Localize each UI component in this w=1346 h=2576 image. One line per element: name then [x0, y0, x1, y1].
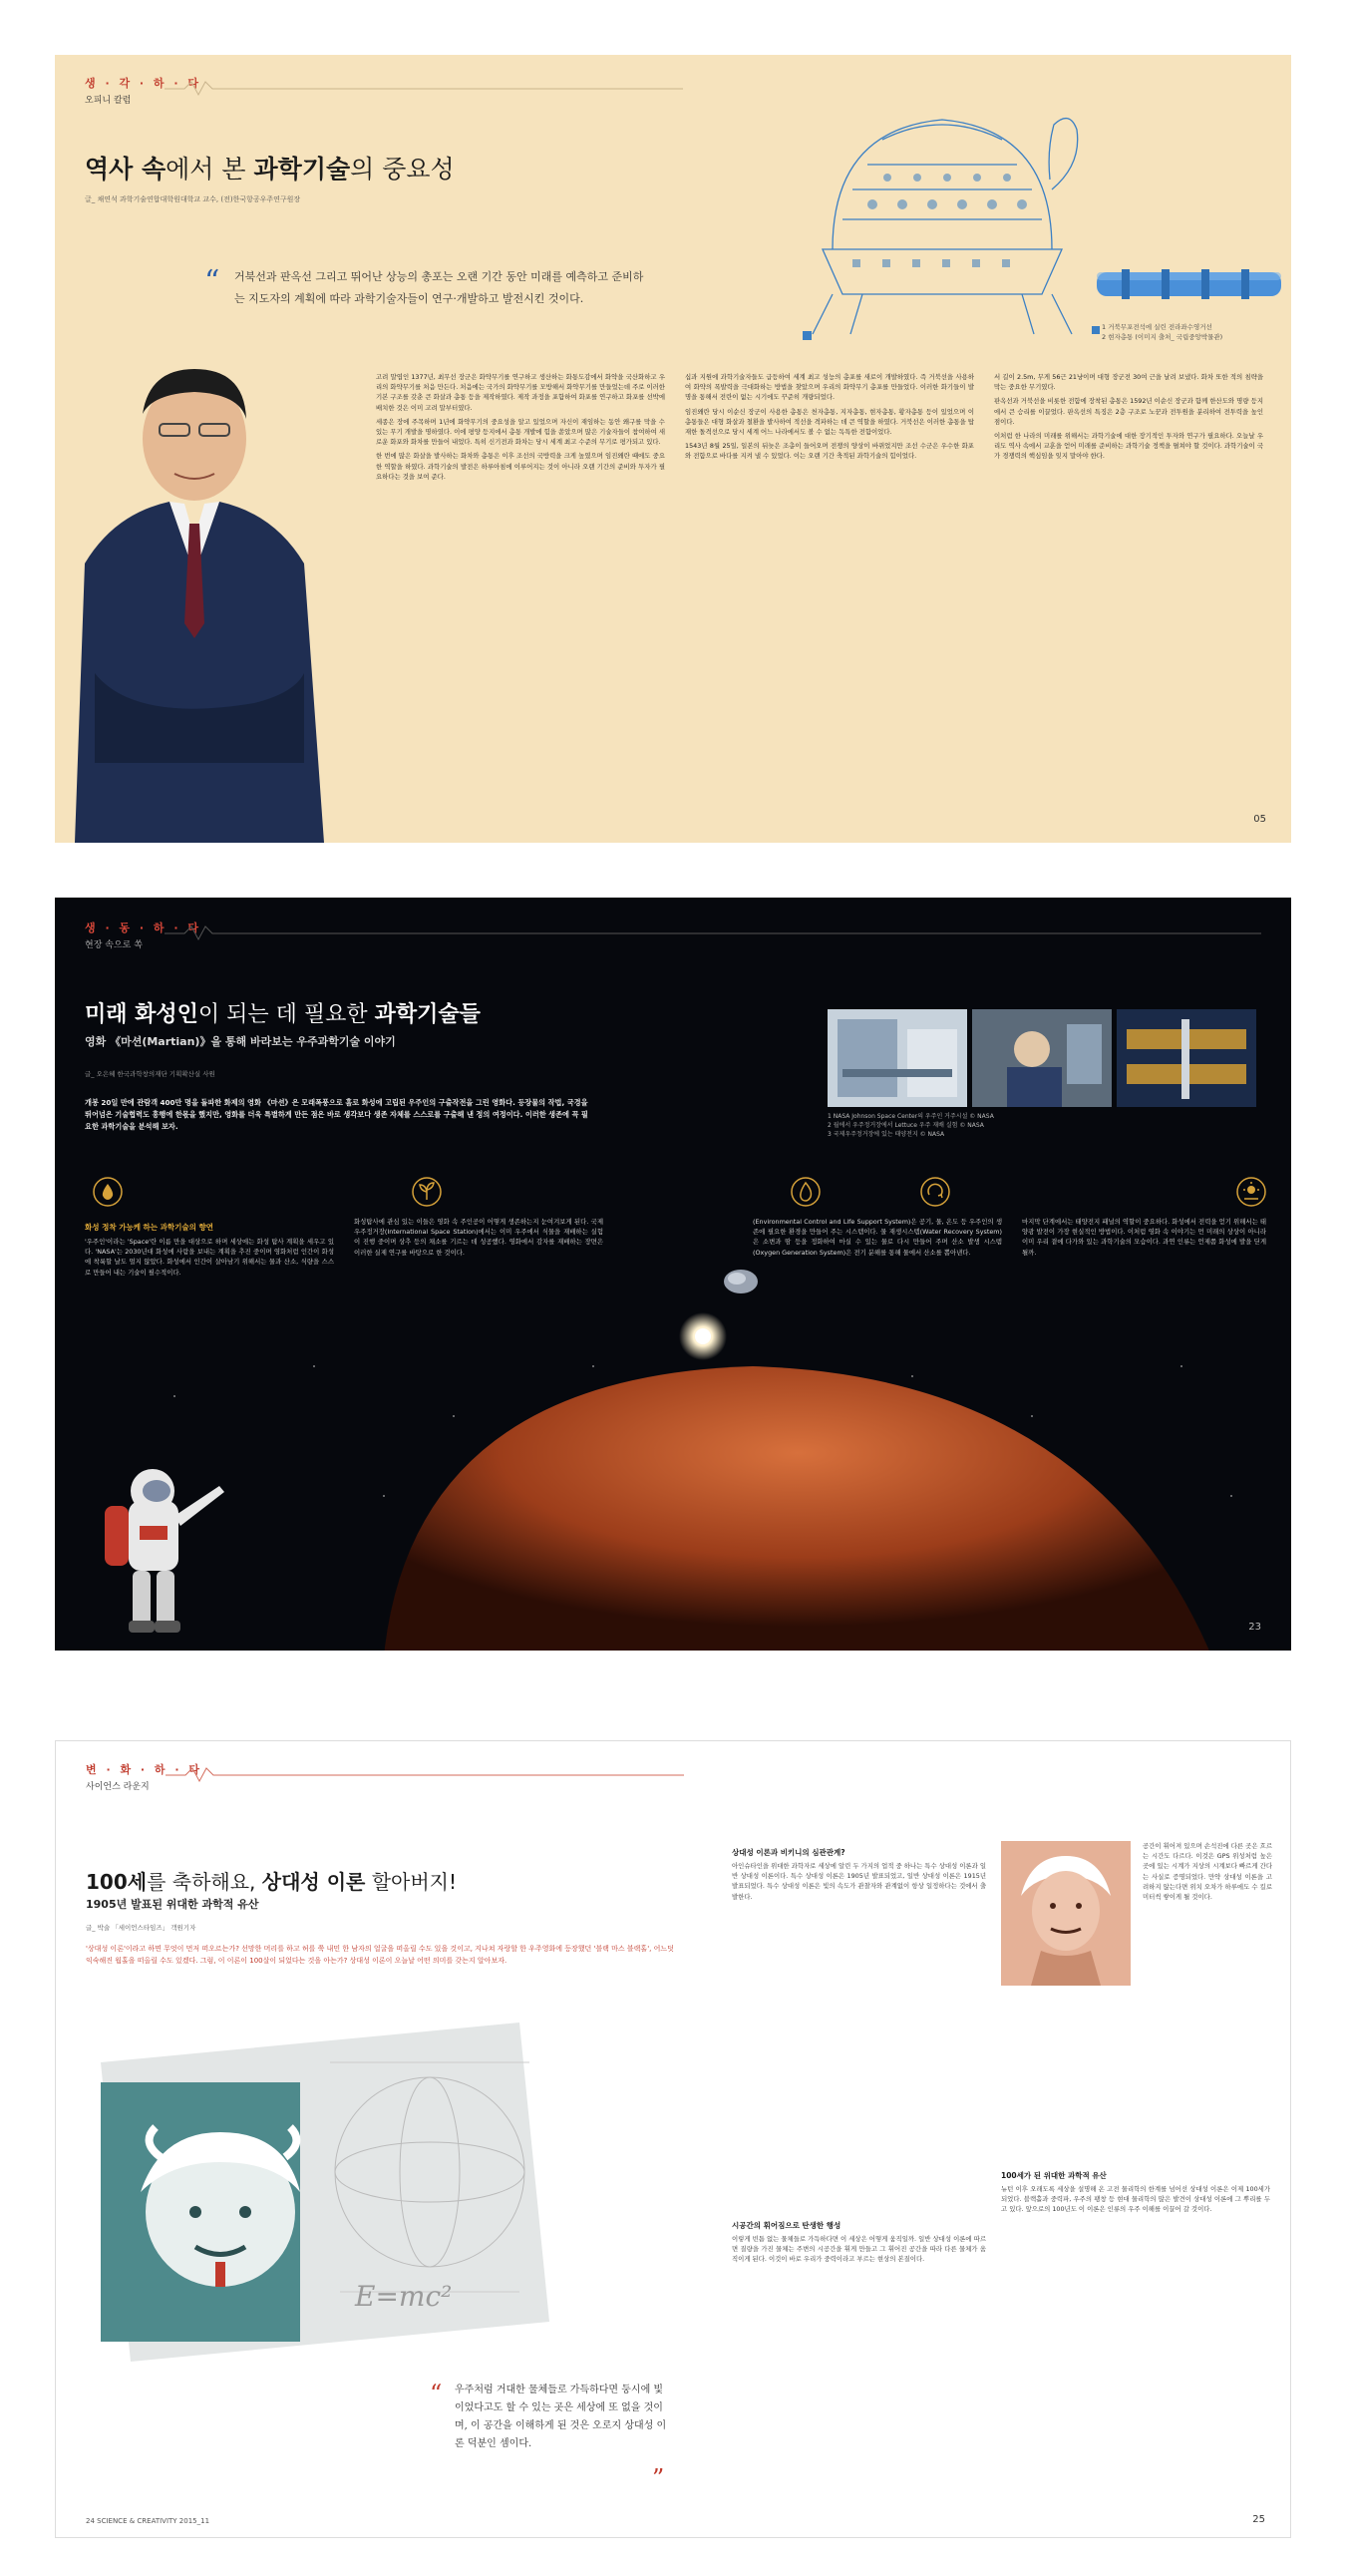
photo-solar-panel [1117, 1009, 1256, 1107]
subtitle: 영화 《마션(Martian)》을 통해 바라보는 우주과학기술 이야기 [85, 1035, 396, 1048]
quote-close-icon: ” [652, 2464, 665, 2492]
col1-heading: 상대성 이론과 비키니의 심관관계? [732, 1848, 845, 1857]
body-column-2: 뉴턴 이후 오래도록 세상을 설명해 온 고전 물리학의 한계를 넘어선 상대성 이론은 이제 100세가 되었다. 블랙홀과 중력파, 우주의 팽창 등 현대 물리학의 많은 발견이 상대성 이론에 그 뿌리를 두고 있다. 앞으로의 100년도 이 이론은 인류의 우주 이해를 이끌어 갈 것이다. [1001, 2185, 1270, 2214]
spread-opinion-column [55, 55, 1291, 843]
body-column-1: 아인슈타인을 위대한 과학자로 세상에 알린 두 가지의 업적 중 하나는 특수 상대성 이론과 일반 상대성 이론이다. 특수 상대성 이론은 1905년 발표되었고, 일반 상대성 이론은 1915년 발표되었다. 특수 상대성 이론은 빛의 속도가 관찰자와 관계없이 항상 일정하다는 것에서 출발한다. [732, 1862, 986, 1901]
footer-left: 24 SCIENCE & CREATIVITY 2015_11 [86, 2517, 210, 2525]
section-label: 생 · 각 · 하 · 다 [85, 77, 202, 90]
article-title: 100세를 축하해요, 상대성 이론 할아버지! [86, 1870, 457, 1894]
body-column-1b: 이렇게 빈틈 없는 물체들로 가득하다면 이 세상은 어떻게 움직일까. 일반 상대성 이론에 따르면 질량을 가진 물체는 주변의 시공간을 휘게 만들고 그 휘어진 공간을 따라 다른 물체가 움직이게 된다. 이것이 바로 우리가 중력이라고 부르는 현상의 본질이다. [732, 2235, 986, 2264]
article-title: 역사 속에서 본 과학기술의 중요성 [85, 155, 455, 184]
header-rule-decoration [166, 1765, 684, 1785]
formula-graphic: E=mc² [355, 2280, 453, 2313]
image-captions: 1 거북무포전석에 실린 전라좌수영거선 2 현자총통 (이미지 출처_ 국립중앙박물관) [1102, 323, 1223, 341]
section-sub: 오피니 칼럼 [85, 96, 132, 106]
col1-heading-2: 시공간의 휘어짐으로 탄생한 행성 [732, 2221, 841, 2230]
body-column-2-top: 공간이 휘어져 있으며 손석진에 다른 곳은 흐르는 시간도 다르다. 이것은 GPS 위성처럼 높은 곳에 있는 시계가 지상의 시계보다 빠르게 간다는 사실로 증명되었다. 만약 상대성 이론을 고려하지 않는다면 위치 오차가 하루에도 수 킬로미터씩 쌓이게 될 것이다. [1143, 1842, 1272, 1902]
pull-quote: 우주처럼 거대한 물체들로 가득하다면 둥시에 빛 이었다고도 할 수 있는 곳은 세상에 또 없을 것이며, 이 공간을 이해하게 된 것은 오로지 상대성 이론 덕분인 셈이다. [455, 2385, 667, 2449]
section-label: 변 · 화 · 하 · 다 [86, 1763, 203, 1776]
section-sub: 사이언스 라운지 [86, 1782, 150, 1792]
photo-captions: 1 NASA Johnson Space Center의 우주인 거주시설 © NASA 2 월에서 우주정거장에서 Lettuce 우주 재배 실험 © NASA 3 국제우주정거장에 있는 태양전지 © NASA [828, 1113, 994, 1138]
spread-relativity [55, 1740, 1291, 2538]
section-sub: 현장 속으로 쏙 [85, 940, 143, 950]
quote-open-icon: “ [430, 2380, 443, 2407]
water-drop-icon [93, 1177, 123, 1207]
page-number: 25 [1252, 2514, 1265, 2525]
body-column-3: 서 길이 2.5m, 무게 56근 21냥이며 대형 장군전 30여 근을 날려 보냈다. 화차 또한 적의 침략을 막는 중요한 무기였다. 판옥선과 거북선을 비롯한 전함에 장착된 총통은 1592년 이순신 장군과 함께 한산도와 명량 등지에서 큰 승리를 이끌었다. 판옥선의 특징은 2층 구조로 노꾼과 전투원을 분리하여 전투력을 높인 점이다. 이처럼 한 나라의 미래를 위해서는 과학기술에 대한 장기적인 투자와 연구가 필요하다. 오늘날 우리도 역사 속에서 교훈을 얻어 미래를 준비하는 과학기술 정책을 펼쳐야 할 것이다. 과학기술이 국가 경쟁력의 핵심임을 잊지 말아야 한다. [994, 373, 1263, 461]
einstein-portrait [1001, 1841, 1131, 1986]
col2-heading: 100세가 된 위대한 과학적 유산 [1001, 2171, 1107, 2180]
cannon-illustration [1092, 244, 1291, 334]
page-number: 23 [1248, 1622, 1261, 1633]
body-column-2: 십과 지원에 과학기술자들도 급등하여 세계 최고 성능의 총포를 새로이 개발하였다. 즉 거북선을 사용하여 화약의 폭발력을 극대화하는 방법을 찾았으며 우리의 화약무기 총포를 만들었다. 이러한 화기들이 발명을 통해서 전란이 없는 시기에도 꾸준히 개량되었다. 임진왜란 당시 이순신 장군이 사용한 총통은 천자총통, 지자총통, 현자총통, 황자총통 등이 있었으며 이 총통들은 대형 화살과 철환을 발사하여 적선을 격파하는 데 큰 역할을 하였다. 거북선은 이러한 총통을 탑재한 돌격선으로 당시 세계 어느 나라에서도 볼 수 없는 독특한 전함이었다. 1543년 8월 25일, 일본의 뒤늦은 조총이 들어오며 전쟁의 양상이 바뀌었지만 조선 수군은 우수한 화포와 전함으로 바다를 지켜 낼 수 있었다. 이는 오랜 기간 축적된 과학기술의 힘이었다. [685, 373, 974, 461]
body-column-3: (Environmental Control and Life Support System)은 공기, 물, 온도 등 우주인의 생존에 필요한 환경을 만들어 주는 시스템이다. 물 재생시스템(Water Recovery System)은 소변과 땀 등을 정화하여 마실 수 있는 물로 다시 만들어 주며 산소 발생 시스템(Oxygen Generation System)은 전기 분해를 통해 물에서 산소를 뽑아낸다. [753, 1218, 1002, 1257]
turtle-ship-illustration [793, 70, 1092, 349]
subtitle: 1905년 발표된 위대한 과학적 유산 [86, 1898, 259, 1911]
body-column-1: '우주인'이라는 'Space'란 이름 만을 대상으로 하며 세상에는 화성 탐사 계획을 세우고 있다. 'NASA'는 2030년대 화성에 사람을 보내는 계획을 추진 중이며 영화처럼 인간이 화성에 착륙할 날도 멀지 않았다. 화성에서 인간이 살아남기 위해서는 물과 산소, 식량을 스스로 만들어 내는 기술이 필수적이다. [85, 1238, 334, 1277]
header-rule-decoration [165, 923, 1261, 943]
spread-mars-technology [55, 898, 1291, 1651]
astronaut-illustration [85, 1456, 244, 1646]
byline: 글_ 오은혜 한국과학창의재단 기획확산실 사원 [85, 1070, 215, 1078]
quote-mark-icon: “ [204, 264, 220, 299]
recycle-icon [920, 1177, 950, 1207]
intro-text: '상대성 이론'이라고 하면 무엇이 먼저 떠오르는가? 선망한 머리를 하고 허를 쭉 내민 한 남자의 얼굴을 떠올릴 수도 있을 것이고, 지나쳐 자랑할 한 우주영화에 등장했던 '블랙 마스 블랙홀', 어느덧 익숙해진 웜홀을 떠올릴 수도 있겠다. 그럼, 이 이론이 100살이 되었다는 것을 아는가? 상대성 이론이 오늘날 어떤 의미를 갖는지 알아보자. [86, 1945, 674, 1965]
intro-text: 개봉 20일 만에 관람객 400만 명을 돌파한 화제의 영화 《마션》은 모래폭풍으로 홀로 화성에 고립된 우주인의 구출작전을 그린 영화다. 등장물의 작법, 국경을 뛰어넘은 기술협력도 흥행에 한몫을 했지만, 영화를 더욱 특별하게 만든 점은 바로 생각보다 생존 자체를 스스로를 구출해 낸 정의 여정이다. 이러한 생존에 꼭 필요한 과학기술을 분석해 보자. [85, 1098, 588, 1131]
photo-lettuce-experiment [972, 1009, 1112, 1107]
header-rule-decoration [165, 79, 683, 99]
body-column-4: 마지막 단계에서는 태양전지 패널의 역할이 중요하다. 화성에서 전력을 얻기 위해서는 태양광 발전이 가장 현실적인 방법이다. 이처럼 영화 속 이야기는 먼 미래의 상상이 아니라 이미 우리 곁에 다가와 있는 과학기술의 모습이다. 과연 인류는 언제쯤 화성에 발을 딛게 될까. [1022, 1218, 1266, 1257]
sprout-icon [412, 1177, 442, 1207]
byline: 글_ 채연석 과학기술연합대학원대학교 교수, (전)한국항공우주연구원장 [85, 195, 301, 203]
section-label: 생 · 동 · 하 · 다 [85, 921, 202, 934]
col1-heading: 화성 정착 가능케 하는 과학기술의 향연 [85, 1223, 213, 1232]
body-column-1: 고려 말엽인 1377년, 최무선 장군은 화약무기를 연구하고 생산하는 화통도감에서 화약을 국산화하고 우리의 화약무기를 처음 만든다. 처음에는 국가의 화약무기를 모방해서 화약무기를 만들었는데 주로 이러한 기본 구조를 갖춘 큰 화살과 총통 등을 제작하였다. 제작 과정을 포함하여 화포를 연구하고 화포를 선박에 배치한 것은 이미 고려 말부터였다. 세종은 장에 주목하며 1년에 화약무기의 중요성을 알고 있었으며 자신이 재임하는 동안 왜구를 막을 수 있는 무기 개발을 명하였다. 이에 평양 등지에서 총통 개발에 힘을 쏟았으며 많은 기술자들이 참여하여 새로운 화포와 화차를 만들어 내었다. 특히 신기전과 화차는 당시 세계 최고 수준의 무기로 평가되고 있다. 한 번에 많은 화살을 발사하는 화차와 총통은 이후 조선의 국방력을 크게 높였으며 임진왜란 때에도 중요한 역할을 하였다. 과학기술의 발전은 하루아침에 이루어지는 것이 아니라 오랜 기간의 준비와 투자가 필요하다는 것을 보여 준다. [376, 373, 665, 481]
pull-quote: 거북선과 판옥선 그리고 뛰어난 상능의 총포는 오랜 기간 동안 미래를 예측하고 준비하는 지도자의 계획에 따라 과학기술자들이 연구·개발하고 발전시킨 것이다. [234, 270, 644, 305]
article-title: 미래 화성인이 되는 데 필요한 과학기술들 [85, 1002, 481, 1027]
solar-sun-icon [1236, 1177, 1266, 1207]
body-column-2: 화성탐사에 관심 있는 이들은 영화 속 주인공이 어떻게 생존하는지 눈여겨보게 된다. 국제우주정거장(International Space Station)에서는 이미 우주에서 식물을 재배하는 실험이 진행 중이며 상추 등의 채소를 기르는 데 성공했다. 영화에서 감자를 재배하는 장면은 이러한 실제 연구를 바탕으로 한 것이다. [354, 1218, 603, 1257]
photo-habitat [828, 1009, 967, 1107]
author-portrait [55, 344, 344, 843]
byline: 글_ 박술 「세이언스타임즈」 객원기자 [86, 1924, 196, 1932]
oxygen-flame-icon [791, 1177, 821, 1207]
page-number: 05 [1253, 814, 1266, 825]
